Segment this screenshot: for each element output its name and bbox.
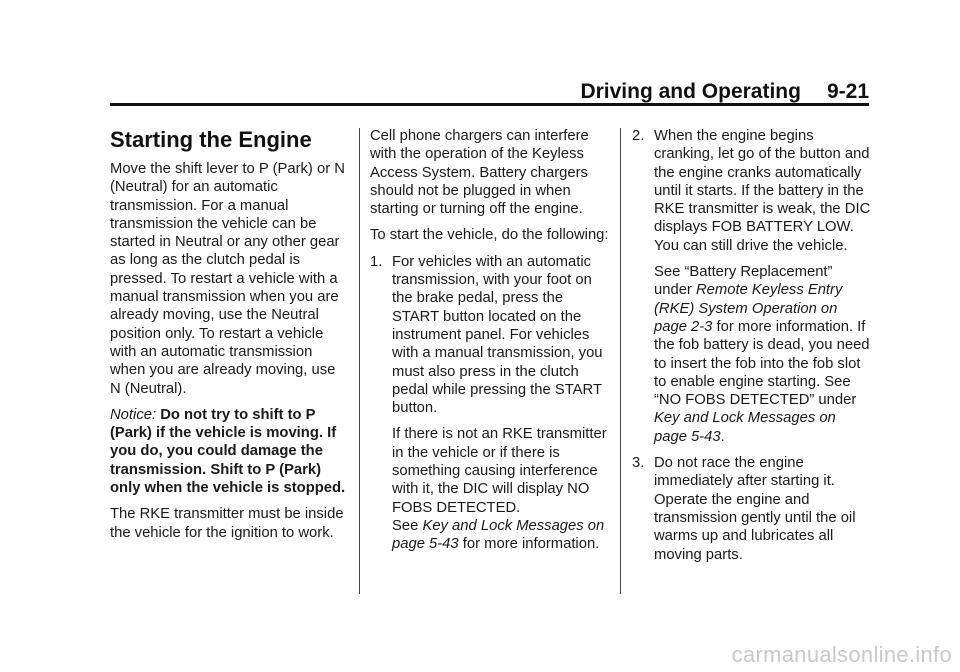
step-1-reference: Key and Lock Messages on page 5-43 (392, 517, 605, 553)
step-2 (632, 127, 872, 446)
step-1-after: for more information. (462, 536, 600, 553)
step-2-end: . (720, 428, 725, 445)
step-3 (632, 454, 872, 564)
column-2 (370, 127, 610, 562)
step-2-subparagraph (654, 263, 872, 446)
column-divider-1 (359, 128, 360, 594)
watermark: carmanualsonline.info (731, 642, 952, 667)
step-2-reference-rke: Remote Keyless Entry (RKE) System Operation on page 2-3 (654, 282, 843, 335)
page-header (580, 80, 869, 104)
step-1 (370, 253, 610, 554)
section-title: Starting the Engine (110, 127, 312, 152)
step-1-see: See (392, 517, 419, 534)
header-rule (110, 103, 869, 106)
step-2-text: When the engine begins cranking, let go of the button and the engine cranks automatically until it starts. If the battery in the RKE transmitter is weak, the DIC displays FOB BATTERY LOW. You can still drive the vehicle. (654, 128, 871, 254)
notice-paragraph (110, 406, 350, 497)
notice-text: Do not try to shift to P (Park) if the vehicle is moving. If you do, you could damage the transmission. Shift to P (Park) only when the vehicle is stopped. (110, 406, 346, 497)
charger-note: Cell phone chargers can interfere with the operation of the Keyless Access System. Battery chargers should not be plugged in when starting or turning off the engine. (370, 128, 589, 218)
rke-note: The RKE transmitter must be inside the vehicle for the ignition to work. (110, 506, 344, 541)
column-3 (632, 127, 872, 572)
column-1 (110, 127, 350, 550)
step-3-number: 3. (632, 455, 645, 472)
step-3-text: Do not race the engine immediately after starting it. Operate the engine and transmission gently until the oil warms up and lubricates all moving parts. (654, 455, 856, 563)
step-2-see: See “Battery Replacement” under (654, 264, 833, 299)
column-divider-2 (620, 128, 621, 594)
header-section-title: Driving and Operating (580, 80, 801, 103)
notice-label: Notice: (110, 406, 157, 423)
step-1-subparagraph (392, 425, 610, 553)
intro-paragraph: Move the shift lever to P (Park) or N (Neutral) for an automatic transmission. For a manual transmission the vehicle can be started in Neutral or any other gear as long as the clutch pedal is pressed. To restart a vehicle with a manual transmission when you are already moving, use the Neutral position only. To restart a vehicle with an automatic transmission when you are already moving, use N (Neutral). (110, 161, 345, 397)
step-1-sub-text: If there is not an RKE transmitter in the vehicle or if there is something causing interference with it, the DIC will display NO FOBS DETECTED. (392, 426, 607, 516)
step-2-number: 2. (632, 128, 645, 144)
step-2-reference-messages: Key and Lock Messages on page 5-43 (654, 410, 836, 445)
step-1-number: 1. (370, 253, 383, 270)
instructions-intro: To start the vehicle, do the following: (370, 227, 609, 244)
step-2-after: for more information. If the fob battery is dead, you need to insert the fob into the fob slot to enable engine starting. See “NO FOBS DETECTED” under (654, 318, 870, 409)
step-1-text: For vehicles with an automatic transmission, with your foot on the brake pedal, press the START button located on the instrument panel. For vehicles with a manual transmission, you must also press in the clutch pedal while pressing the START button. (392, 253, 603, 417)
header-page-number: 9-21 (826, 80, 869, 103)
